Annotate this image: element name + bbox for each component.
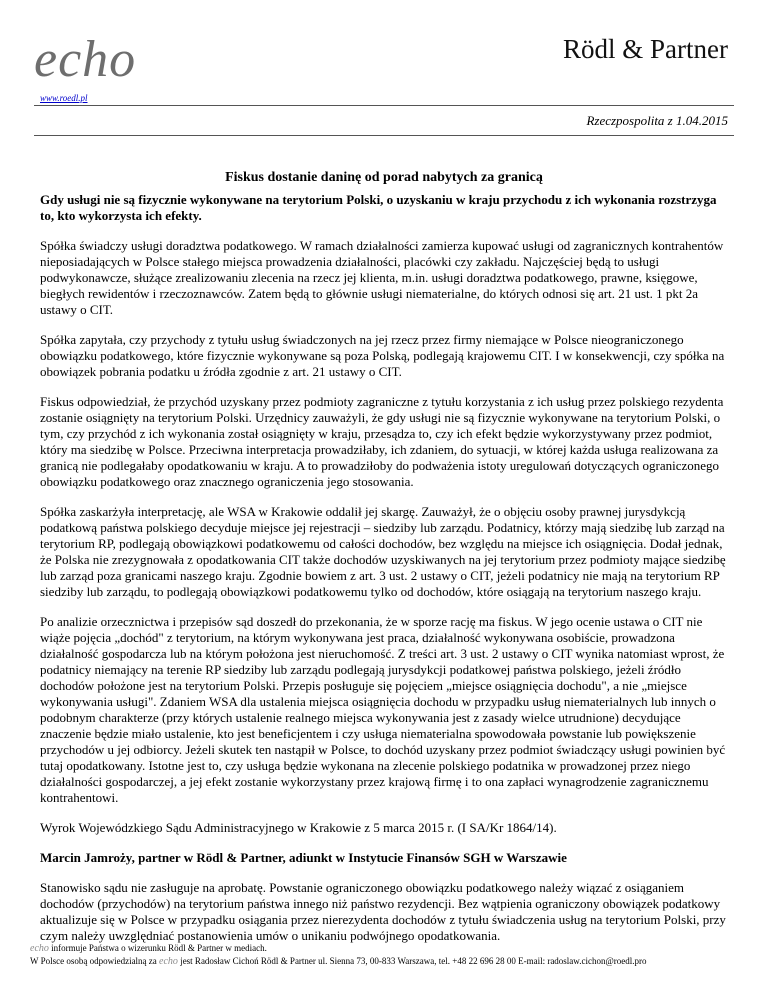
footer-line-1 [30, 942, 738, 955]
article [40, 162, 728, 958]
header-rule-bottom [34, 135, 734, 136]
echo-logo: echo [34, 31, 137, 88]
article-paragraph: Spółka zapytała, czy przychody z tytułu usług świadczonych na jej rzecz przez firmy niemające w Polsce nieograniczonego obowiązku podatkowego, które fizycznie wykonywane są poza Polską, podlegają krajowemu CIT. I w konsekwencji, czy spółka na obowiązek pobrania podatku u źródła zgodnie z art. 21 ustawy o CIT. [40, 332, 725, 379]
footer [30, 942, 738, 968]
footer-line-2 [30, 955, 738, 968]
footer-line-1-text: informuje Państwa o wizerunku Rödl & Partner w mediach. [48, 943, 267, 953]
expert-comment: Stanowisko sądu nie zasługuje na aprobatę. Powstanie ograniczonego obowiązku podatkowego należy wiązać z osiąganiem dochodów (przychodów) na terytorium państwa innego niż państwo rezydencji. Bez wątpienia ograniczony obowiązek podatkowy aktualizuje się w Polsce w przypadku osiągania przez nierezydenta dochodów z tytułu świadczenia usług na terytorium Polski, przy czym należy uwzględniać postanowienia umów o unikaniu podwójnego opodatkowania. [40, 880, 726, 943]
author-line: Marcin Jamroży, partner w Rödl & Partner, adiunkt w Instytucie Finansów SGH w Warszawie [40, 850, 567, 865]
article-paragraph: Fiskus odpowiedział, że przychód uzyskany przez podmioty zagraniczne z tytułu korzystania z ich usług przez polskiego rezydenta zostanie osiągnięty na terytorium Polski. Urzędnicy zauważyli, że gdy usługi nie są fizycznie wykonywane na terytorium Polski, o tym, czy przychód z ich wykonania został osiągnięty w kraju, przesądza to, czy ich efekt będzie wykorzystywany przez podmiot, który ma siedzibę w Polsce. Przeciwna interpretacja prowadziłaby, ich zdaniem, do sytuacji, w której każda usługa realizowana za granicą nie podlegałaby opodatkowaniu w kraju. A to prowadziłoby do podważenia istoty uregulowań dotyczących ograniczonego obowiązku podatkowego oraz znacznego ograniczenia jego stosowania. [40, 394, 724, 489]
article-paragraph: Po analizie orzecznictwa i przepisów sąd doszedł do przekonania, że w sporze rację ma fiskus. W jego ocenie ustawa o CIT nie wiąże pojęcia „dochód" z terytorium, na którym wykonywana jest praca, działalność wykonywana osobiście, prowadzona działalność gospodarcza lub na którym położona jest nieruchomość. Z treści art. 3 ust. 2 ustawy o CIT wynika natomiast wprost, że podatnicy niemający na terenie RP siedziby lub zarządu podlegają jurysdykcji podatkowej państwa polskiego, jeżeli źródło dochodów położone jest na terytorium Polski. Przepis posługuje się pojęciem „miejsce osiągnięcia dochodu", a nie „miejsce wykonywania usługi". Zdaniem WSA dla ustalenia miejsca osiągnięcia dochodu w przypadku usług niematerialnych lub innych o podobnym charakterze (przy których ustalenie realnego miejsca wykonywania jest z zasady wielce utrudnione) decydujące znaczenie będzie miało ustalenie, kto jest beneficjentem i czy usługa niematerialna spowodowała powstanie lub powiększenie przychodów u jej odbiorcy. Jeżeli skutek ten nastąpił w Polsce, to dochód uzyskany przez podmiot świadczący usługi powinien być tutaj opodatkowany. Istotne jest to, czy usługa będzie wykonana na zlecenie polskiego podatnika w prowadzonej przez niego działalności gospodarczej, a jej efekt zostanie wykorzystany przez krajową firmę i to ona zapłaci wynagrodzenie zagranicznemu kontrahentowi. [40, 614, 726, 805]
brand-logo: Rödl & Partner [563, 34, 728, 64]
header-rule-top [34, 105, 734, 106]
footer-echo-mark: echo [30, 943, 49, 954]
website-link[interactable]: www.roedl.pl [40, 93, 88, 103]
footer-line-2-prefix: W Polsce osobą odpowiedzialną za [30, 956, 160, 966]
footer-line-2-text: jest Radosław Cichoń Rödl & Partner ul. Sienna 73, 00-833 Warszawa, tel. +48 22 696 28 00 E-mail: radoslaw.cichon@roedl.pro [177, 956, 647, 966]
footer-echo-mark-2: echo [159, 956, 178, 967]
publication-source: Rzeczpospolita z 1.04.2015 [586, 113, 728, 128]
article-title: Fiskus dostanie daninę od porad nabytych za granicą [225, 170, 543, 185]
article-paragraph: Spółka zaskarżyła interpretację, ale WSA w Krakowie oddalił jej skargę. Zauważył, że o objęciu osoby prawnej jurysdykcją podatkową państwa polskiego decyduje miejsce jej rejestracji – siedziby lub zarządu. Podatnicy, którzy mają siedzibę lub zarząd na terytorium RP, podlegają obowiązkowi podatkowemu od całości dochodów, bez względu na miejsce ich osiągnięcia. Dodał jednak, że Polska nie zrezygnowała z opodatkowania CIT także dochodów uzyskiwanych na jej terytorium przez podmioty mające siedzibę lub zarząd poza granicami naszego kraju. Zgodnie bowiem z art. 3 ust. 2 ustawy o CIT, jeżeli podatnicy nie mają na terytorium RP siedziby lub zarządu, to podlegają obowiązkowi podatkowemu tylko od dochodów, które osiągają na terytorium naszego kraju. [40, 504, 726, 599]
ruling-citation: Wyrok Wojewódzkiego Sądu Administracyjnego w Krakowie z 5 marca 2015 r. (I SA/Kr 1864/14). [40, 820, 557, 835]
article-paragraph: Spółka świadczy usługi doradztwa podatkowego. W ramach działalności zamierza kupować usługi od zagranicznych kontrahentów nieposiadających w Polsce stałego miejsca prowadzenia działalności, placówki czy zakładu. Najczęściej będą to usługi podwykonawcze, służące zrealizowaniu zlecenia na rzecz jej klienta, m.in. usługi doradztwa podatkowego, prawne, księgowe, biegłych rewidentów i rzeczoznawców. Zatem będą to głównie usługi niematerialne, do których odnosi się art. 21 ust. 1 pkt 2a ustawy o CIT. [40, 238, 724, 317]
article-lead: Gdy usługi nie są fizycznie wykonywane na terytorium Polski, o uzyskaniu w kraju przychodu z ich wykonania rozstrzyga to, kto wykorzysta ich efekty. [40, 192, 717, 223]
